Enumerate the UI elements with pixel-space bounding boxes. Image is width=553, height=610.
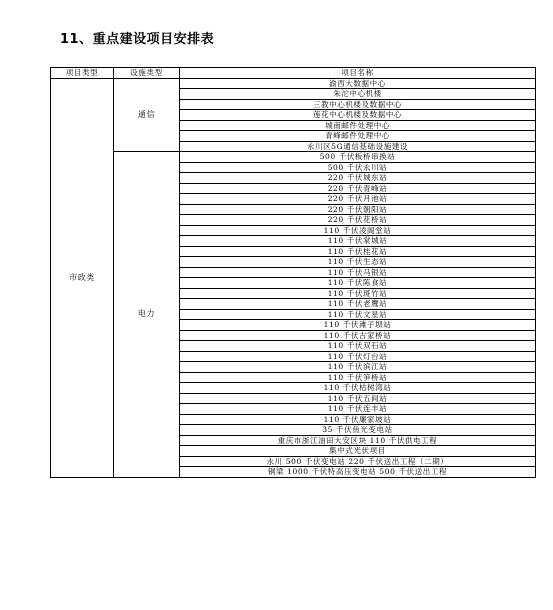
project-name-cell: 城南邮件处理中心 [180,120,536,131]
project-type-cell: 市政类 [51,78,114,477]
project-name-cell: 220 千伏朝阳站 [180,204,536,215]
project-name-cell: 110 千伏灯台站 [180,351,536,362]
table-row [51,78,536,89]
page-heading: 11、重点建设项目安排表 [60,32,215,47]
project-name-cell: 110 千伏生态站 [180,257,536,268]
project-name-cell: 110 千伏廉家坡站 [180,414,536,425]
project-name-cell: 110 千伏五间站 [180,393,536,404]
table-body [51,78,536,477]
project-name-cell: 500 千伏永川站 [180,162,536,173]
project-name-cell: 110 千伏古家桥站 [180,330,536,341]
header-project-name: 项目名称 [180,68,536,79]
project-name-cell: 110 千伏滩子坝站 [180,320,536,331]
project-name-cell: 220 千伏月池站 [180,194,536,205]
facility-type-cell: 电力 [114,152,180,478]
project-name-cell: 110 千伏文星站 [180,309,536,320]
header-facility-type: 设施类型 [114,68,180,79]
project-name-cell: 220 千伏花桥站 [180,215,536,226]
project-name-cell: 110 千伏棠城站 [180,236,536,247]
project-name-cell: 永川 500 千伏变电站 220 千伏送出工程（二期） [180,456,536,467]
project-name-cell: 110 千伏滨江站 [180,362,536,373]
table-row [51,152,536,163]
project-name-cell: 110 千伏老鹰站 [180,299,536,310]
project-name-cell: 青峰邮件处理中心 [180,131,536,142]
project-name-cell: 110 千伏枯树湾站 [180,383,536,394]
project-name-cell: 110 千伏双石站 [180,341,536,352]
project-name-cell: 集中式光伏项目 [180,446,536,457]
project-name-cell: 110 千伏笋桥站 [180,372,536,383]
project-name-cell: 110 千伏凌阁堂站 [180,225,536,236]
project-schedule-table [50,67,536,478]
project-name-cell: 朱沱中心机楼 [180,89,536,100]
project-name-cell: 三教中心机楼及数据中心 [180,99,536,110]
table-header-row [51,68,536,79]
project-name-cell: 莲花中心机楼及数据中心 [180,110,536,121]
header-project-type: 项目类型 [51,68,114,79]
project-name-cell: 渝西大数据中心 [180,78,536,89]
project-name-cell: 35 千伏鱼光变电站 [180,425,536,436]
project-name-cell: 220 千伏城东站 [180,173,536,184]
project-name-cell: 铜梁 1000 千伏特高压变电站 500 千伏送出工程 [180,467,536,478]
project-name-cell: 110 千伏陈食站 [180,278,536,289]
project-name-cell: 110 千伏斑竹站 [180,288,536,299]
project-name-cell: 220 千伏青峰站 [180,183,536,194]
project-name-cell: 110 千伏连丰站 [180,404,536,415]
project-name-cell: 永川区5G通信基础设施建设 [180,141,536,152]
project-name-cell: 110 千伏桂花站 [180,246,536,257]
project-name-cell: 500 千伏板桥串换站 [180,152,536,163]
project-name-cell: 重庆市浙江油田大安区块 110 千伏供电工程 [180,435,536,446]
facility-type-cell: 通信 [114,78,180,152]
project-name-cell: 110 千伏马银站 [180,267,536,278]
